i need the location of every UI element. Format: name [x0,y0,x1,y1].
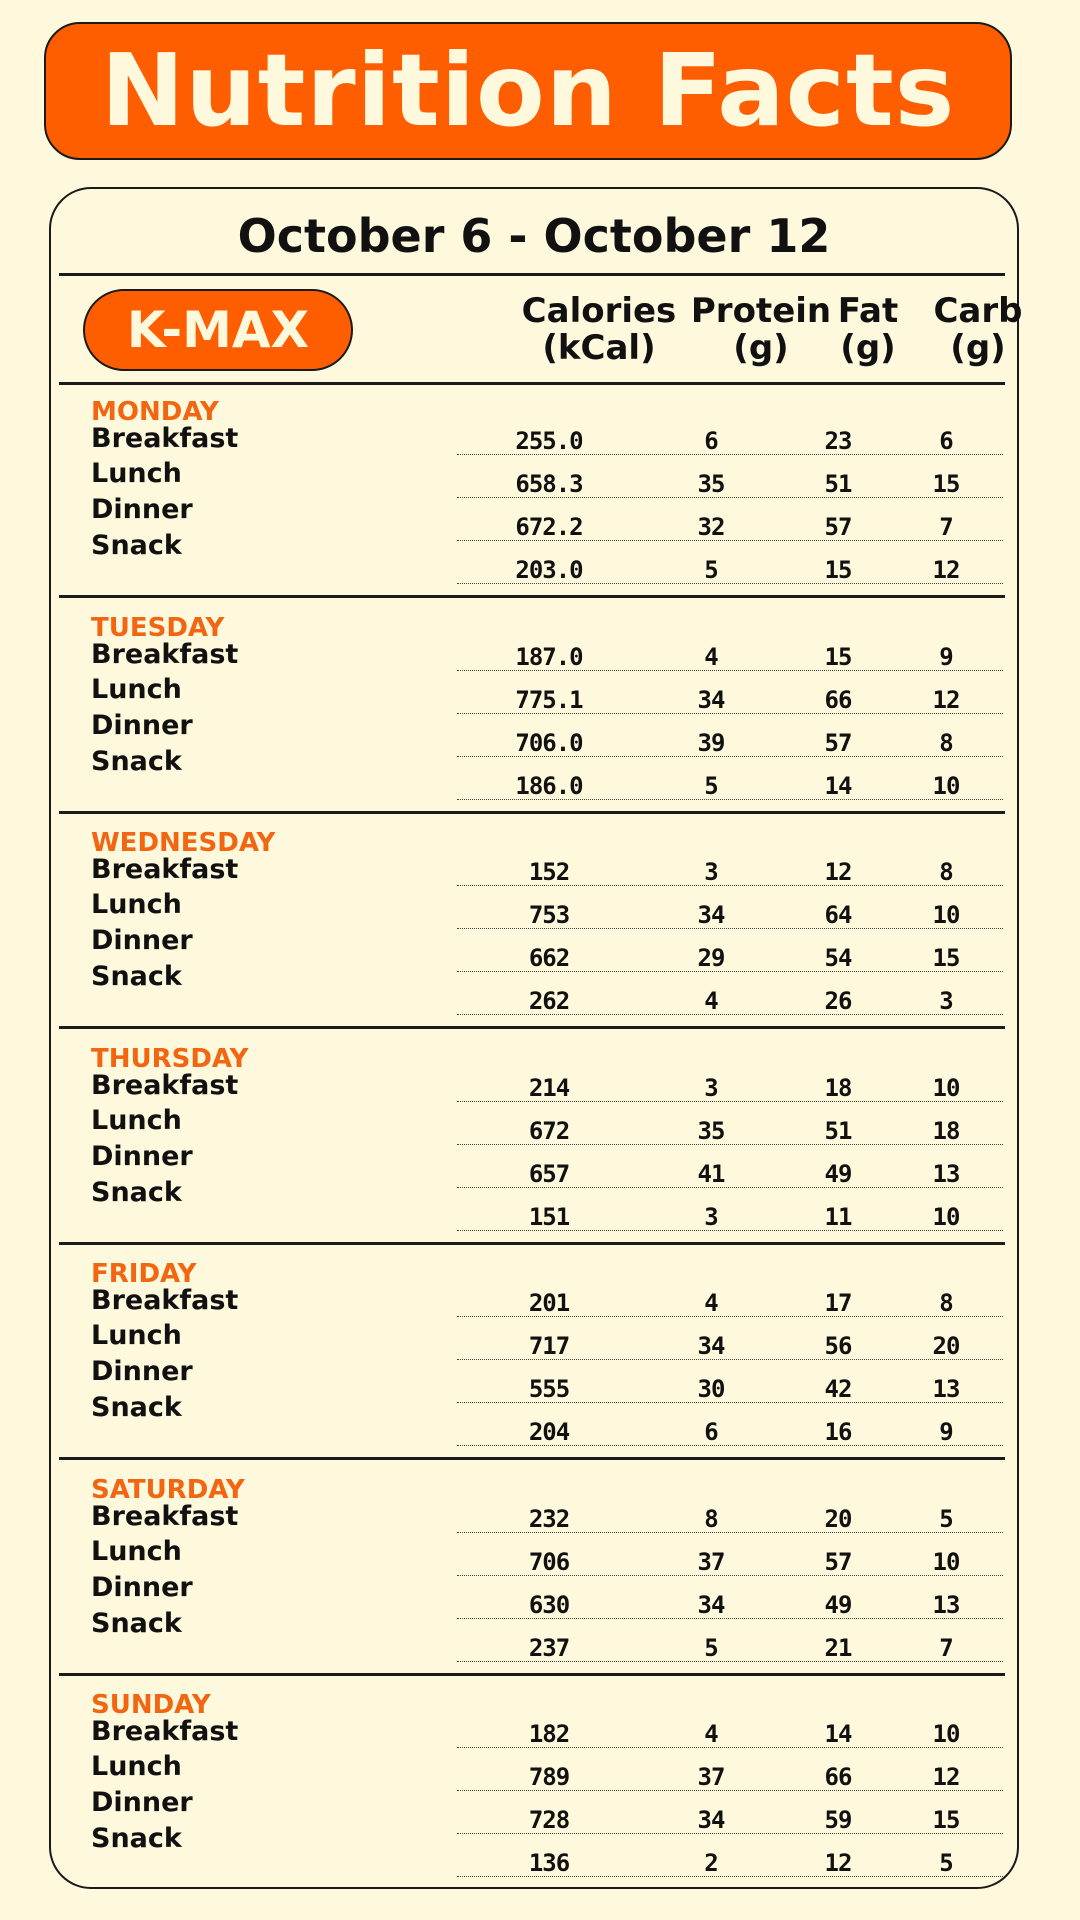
cell-calories: 706.0 [515,728,583,757]
day-section-thursday [51,1032,1017,1247]
cell-calories: 662 [528,944,570,972]
cell-fat: 56 [824,1332,852,1360]
cell-protein: 6 [704,1418,718,1446]
cell-carb: 7 [939,513,953,541]
cell-calories: 706 [528,1547,570,1576]
meal-label-dinner: Dinner [91,1356,193,1387]
cell-protein: 39 [697,728,725,757]
meal-label-dinner: Dinner [91,925,193,956]
meal-label-lunch: Lunch [91,1535,182,1567]
cell-fat: 12 [824,1849,852,1877]
cell-calories: 672.2 [515,513,583,541]
cell-carb: 8 [939,858,953,886]
cell-protein: 6 [704,427,718,455]
meal-label-dinner: Dinner [91,1787,193,1818]
cell-protein: 4 [704,987,718,1015]
day-label: MONDAY [91,397,219,427]
cell-calories: 204 [528,1418,570,1446]
cell-calories: 201 [528,1289,570,1317]
meal-label-breakfast: Breakfast [91,854,239,885]
cell-fat: 26 [824,987,852,1015]
meal-label-breakfast: Breakfast [91,1069,239,1101]
meal-label-lunch: Lunch [91,1751,182,1782]
cell-calories: 232 [528,1504,570,1533]
cell-fat: 49 [824,1159,852,1188]
cell-fat: 16 [824,1418,852,1446]
meal-label-breakfast: Breakfast [91,1500,239,1532]
cell-calories: 728 [528,1806,570,1834]
brand-badge [83,289,353,371]
meal-label-dinner: Dinner [91,709,193,741]
day-label: TUESDAY [91,612,225,643]
cell-fat: 51 [824,470,852,498]
column-header-calories: Calories (kCal) [521,291,677,368]
cell-calories: 775.1 [515,685,583,714]
cell-protein: 34 [697,1806,725,1834]
meal-label-breakfast: Breakfast [91,638,239,670]
cell-carb: 12 [932,685,960,714]
meal-label-lunch: Lunch [91,1104,182,1136]
cell-calories: 152 [528,858,570,886]
cell-carb: 10 [932,771,960,800]
day-section-sunday [51,1678,1017,1893]
cell-fat: 18 [824,1073,852,1102]
cell-carb: 5 [939,1504,953,1533]
cell-protein: 35 [697,1116,725,1145]
cell-fat: 66 [824,685,852,714]
cell-protein: 5 [704,771,718,800]
cell-carb: 20 [932,1332,960,1360]
meal-label-lunch: Lunch [91,673,182,705]
cell-fat: 66 [824,1763,852,1791]
cell-calories: 789 [528,1763,570,1791]
day-divider [59,1673,1005,1676]
day-divider [59,1242,1005,1245]
cell-protein: 34 [697,901,725,929]
cell-fat: 49 [824,1590,852,1619]
meal-label-snack: Snack [91,1176,182,1208]
cell-protein: 34 [697,1332,725,1360]
cell-calories: 657 [528,1159,570,1188]
day-divider [59,1026,1005,1029]
cell-fat: 42 [824,1375,852,1403]
cell-protein: 4 [704,1720,718,1748]
cell-fat: 57 [824,1547,852,1576]
column-header-carb: Carb (g) [933,291,1023,368]
cell-carb: 12 [932,556,960,584]
cell-fat: 15 [824,642,852,671]
cell-fat: 23 [824,427,852,455]
cell-carb: 3 [939,987,953,1015]
cell-calories: 186.0 [515,771,583,800]
cell-protein: 5 [704,556,718,584]
cell-carb: 13 [932,1159,960,1188]
cell-calories: 658.3 [515,470,583,498]
cell-calories: 237 [528,1633,570,1662]
meal-label-snack: Snack [91,530,182,561]
cell-calories: 203.0 [515,556,583,584]
cell-carb: 10 [932,901,960,929]
meal-label-snack: Snack [91,1392,182,1423]
cell-fat: 54 [824,944,852,972]
cell-protein: 34 [697,1590,725,1619]
cell-fat: 57 [824,513,852,541]
cell-carb: 9 [939,642,953,671]
cell-carb: 5 [939,1849,953,1877]
day-label: FRIDAY [91,1259,197,1289]
day-divider [59,595,1005,598]
day-section-tuesday [51,601,1017,816]
cell-calories: 262 [528,987,570,1015]
cell-protein: 8 [704,1504,718,1533]
cell-fat: 21 [824,1633,852,1662]
cell-protein: 37 [697,1547,725,1576]
cell-fat: 14 [824,771,852,800]
cell-fat: 15 [824,556,852,584]
cell-calories: 182 [528,1720,570,1748]
day-section-monday [51,385,1017,600]
cell-calories: 555 [528,1375,570,1403]
meal-label-snack: Snack [91,745,182,777]
cell-calories: 136 [528,1849,570,1877]
cell-calories: 214 [528,1073,570,1102]
cell-carb: 18 [932,1116,960,1145]
cell-fat: 12 [824,858,852,886]
column-header-fat: Fat (g) [837,291,899,368]
date-range: October 6 - October 12 [237,209,831,263]
cell-carb: 13 [932,1375,960,1403]
cell-carb: 12 [932,1763,960,1791]
cell-fat: 59 [824,1806,852,1834]
meal-label-snack: Snack [91,1607,182,1639]
day-section-saturday [51,1463,1017,1678]
column-header-protein: Protein (g) [690,291,832,368]
cell-calories: 151 [528,1202,570,1231]
cell-protein: 41 [697,1159,725,1188]
cell-carb: 13 [932,1590,960,1619]
cell-fat: 51 [824,1116,852,1145]
header-divider [59,273,1005,276]
cell-fat: 14 [824,1720,852,1748]
cell-carb: 10 [932,1202,960,1231]
cell-fat: 11 [824,1202,852,1231]
cell-carb: 10 [932,1073,960,1102]
cell-protein: 4 [704,1289,718,1317]
meal-label-dinner: Dinner [91,1140,193,1172]
cell-fat: 17 [824,1289,852,1317]
cell-carb: 15 [932,470,960,498]
cell-carb: 15 [932,944,960,972]
cell-carb: 8 [939,1289,953,1317]
cell-calories: 255.0 [515,427,583,455]
cell-calories: 187.0 [515,642,583,671]
day-label: SUNDAY [91,1690,211,1720]
meal-label-snack: Snack [91,961,182,992]
cell-calories: 672 [528,1116,570,1145]
cell-carb: 15 [932,1806,960,1834]
page-title: Nutrition Facts [100,32,956,149]
day-section-wednesday [51,816,1017,1031]
day-label: THURSDAY [91,1043,249,1074]
meal-label-snack: Snack [91,1823,182,1854]
cell-protein: 3 [704,858,718,886]
meal-label-lunch: Lunch [91,1320,182,1351]
cell-calories: 753 [528,901,570,929]
meal-label-lunch: Lunch [91,889,182,920]
cell-protein: 32 [697,513,725,541]
cell-protein: 2 [704,1849,718,1877]
meal-label-breakfast: Breakfast [91,423,239,454]
meal-label-dinner: Dinner [91,494,193,525]
meal-label-dinner: Dinner [91,1571,193,1603]
brand-name: K-MAX [126,301,310,359]
cell-protein: 5 [704,1633,718,1662]
cell-protein: 3 [704,1202,718,1231]
cell-carb: 6 [939,427,953,455]
cell-fat: 64 [824,901,852,929]
cell-protein: 34 [697,685,725,714]
day-divider [59,1457,1005,1460]
day-label: WEDNESDAY [91,828,276,858]
cell-carb: 7 [939,1633,953,1662]
cell-protein: 35 [697,470,725,498]
day-label: SATURDAY [91,1474,245,1505]
meal-label-breakfast: Breakfast [91,1716,239,1747]
cell-protein: 29 [697,944,725,972]
cell-protein: 3 [704,1073,718,1102]
cell-protein: 30 [697,1375,725,1403]
meal-label-breakfast: Breakfast [91,1285,239,1316]
cell-fat: 20 [824,1504,852,1533]
cell-calories: 717 [528,1332,570,1360]
cell-carb: 9 [939,1418,953,1446]
day-section-friday [51,1247,1017,1462]
meal-label-lunch: Lunch [91,458,182,489]
cell-protein: 4 [704,642,718,671]
title-banner [44,22,1012,160]
cell-fat: 57 [824,728,852,757]
cell-carb: 10 [932,1547,960,1576]
cell-carb: 8 [939,728,953,757]
cell-carb: 10 [932,1720,960,1748]
nutrition-table-card [49,187,1023,1889]
cell-protein: 37 [697,1763,725,1791]
day-divider [59,811,1005,814]
cell-calories: 630 [528,1590,570,1619]
